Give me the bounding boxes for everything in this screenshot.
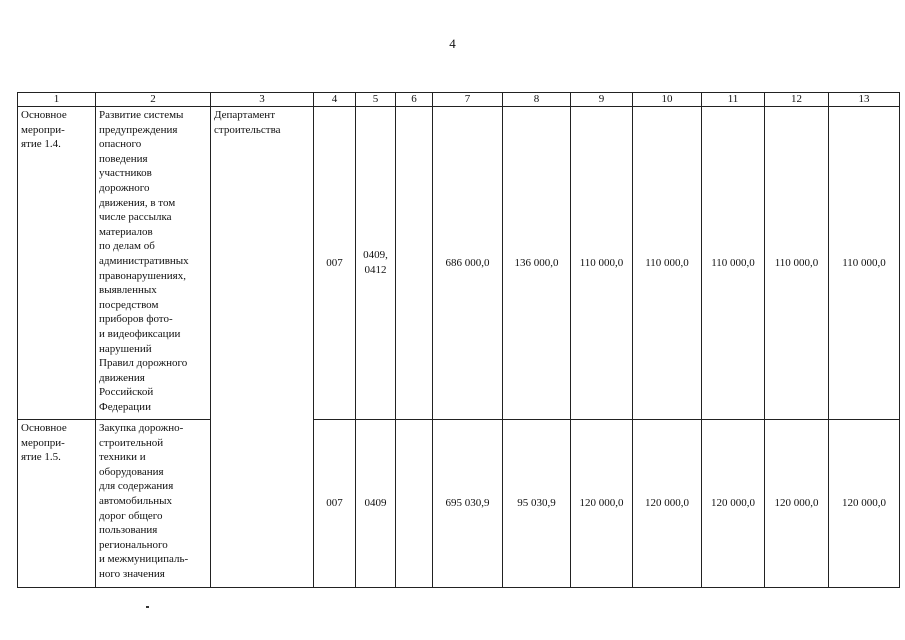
description-line: посредством (99, 298, 159, 311)
amount-cell: 120 000,0 (633, 420, 702, 588)
description-line: правонарушениях, (99, 269, 186, 282)
department-line: Департамент (214, 109, 276, 121)
amount-cell: 110 000,0 (571, 107, 633, 420)
table-row (18, 420, 900, 588)
budget-table (17, 92, 900, 588)
description-line: административных (99, 254, 189, 267)
description-line: дорожного (99, 181, 150, 194)
column-number-2: 2 (96, 93, 211, 107)
column-number-6: 6 (396, 93, 433, 107)
scan-speck (146, 606, 149, 608)
department-line: строительства (214, 123, 281, 136)
amount-cell: 110 000,0 (765, 107, 829, 420)
measure-label-line: Основное (21, 422, 67, 434)
description-line: Закупка дорожно- (99, 422, 184, 434)
column-number-11: 11 (702, 93, 765, 107)
section-code-line: 0412 (364, 264, 387, 276)
description-line: приборов фото- (99, 313, 173, 326)
measure-label-line: ятие 1.5. (21, 451, 61, 464)
description-line: ного значения (99, 567, 165, 580)
measure-label-line: ятие 1.4. (21, 138, 61, 151)
description-line: строительной (99, 436, 164, 449)
column-number-1: 1 (18, 93, 96, 107)
section-code-cell (356, 107, 396, 420)
measure-label-line: меропри- (21, 123, 65, 136)
description-line: поведения (99, 152, 148, 165)
description-line: по делам об (99, 240, 155, 253)
description-line: движения, в том (99, 196, 176, 209)
description-line: оборудования (99, 465, 164, 478)
description-line: числе рассылка (99, 211, 172, 224)
column-number-12: 12 (765, 93, 829, 107)
department-cell-continued (211, 420, 314, 588)
measure-label-line: Основное (21, 109, 67, 121)
description-line: Правил дорожного (99, 357, 188, 370)
department-cell (211, 107, 314, 420)
description-line: движения (99, 371, 145, 384)
description-line: пользования (99, 524, 158, 537)
amount-cell: 110 000,0 (702, 107, 765, 420)
measure-label-cell (18, 420, 96, 588)
description-line: участников (99, 167, 152, 180)
column-number-4: 4 (314, 93, 356, 107)
amount-cell: 120 000,0 (571, 420, 633, 588)
description-line: Федерации (99, 400, 151, 413)
column-number-8: 8 (503, 93, 571, 107)
column-number-7: 7 (433, 93, 503, 107)
description-line: техники и (99, 451, 146, 464)
description-line: предупреждения (99, 123, 178, 136)
measure-description-cell (96, 420, 211, 588)
amount-total-cell: 686 000,0 (433, 107, 503, 420)
description-line: Российской (99, 386, 154, 399)
description-line: Развитие системы (99, 109, 184, 121)
amount-cell: 120 000,0 (829, 420, 900, 588)
empty-cell (396, 107, 433, 420)
empty-cell (396, 420, 433, 588)
amount-total-cell: 695 030,9 (433, 420, 503, 588)
table-header-row (18, 93, 900, 107)
column-number-13: 13 (829, 93, 900, 107)
description-line: и межмуниципаль- (99, 553, 189, 566)
column-number-10: 10 (633, 93, 702, 107)
description-line: материалов (99, 225, 153, 238)
amount-cell: 120 000,0 (765, 420, 829, 588)
description-line: нарушений (99, 342, 152, 355)
column-number-9: 9 (571, 93, 633, 107)
code-cell: 007 (314, 420, 356, 588)
amount-cell: 136 000,0 (503, 107, 571, 420)
measure-label-cell (18, 107, 96, 420)
measure-description-cell (96, 107, 211, 420)
amount-cell: 120 000,0 (702, 420, 765, 588)
description-line: опасного (99, 138, 142, 151)
measure-label-line: меропри- (21, 436, 65, 449)
amount-cell: 95 030,9 (503, 420, 571, 588)
description-line: и видеофиксации (99, 327, 181, 340)
amount-cell: 110 000,0 (829, 107, 900, 420)
table-row (18, 107, 900, 420)
description-line: автомобильных (99, 494, 172, 507)
code-cell: 007 (314, 107, 356, 420)
description-line: выявленных (99, 284, 157, 297)
amount-cell: 110 000,0 (633, 107, 702, 420)
column-number-5: 5 (356, 93, 396, 107)
section-code-line: 0409 (364, 497, 387, 510)
section-code-cell (356, 420, 396, 588)
section-code-line: 0409, (363, 249, 388, 262)
description-line: регионального (99, 538, 168, 551)
description-line: для содержания (99, 480, 174, 493)
description-line: дорог общего (99, 509, 163, 522)
column-number-3: 3 (211, 93, 314, 107)
page-number: 4 (449, 36, 456, 51)
